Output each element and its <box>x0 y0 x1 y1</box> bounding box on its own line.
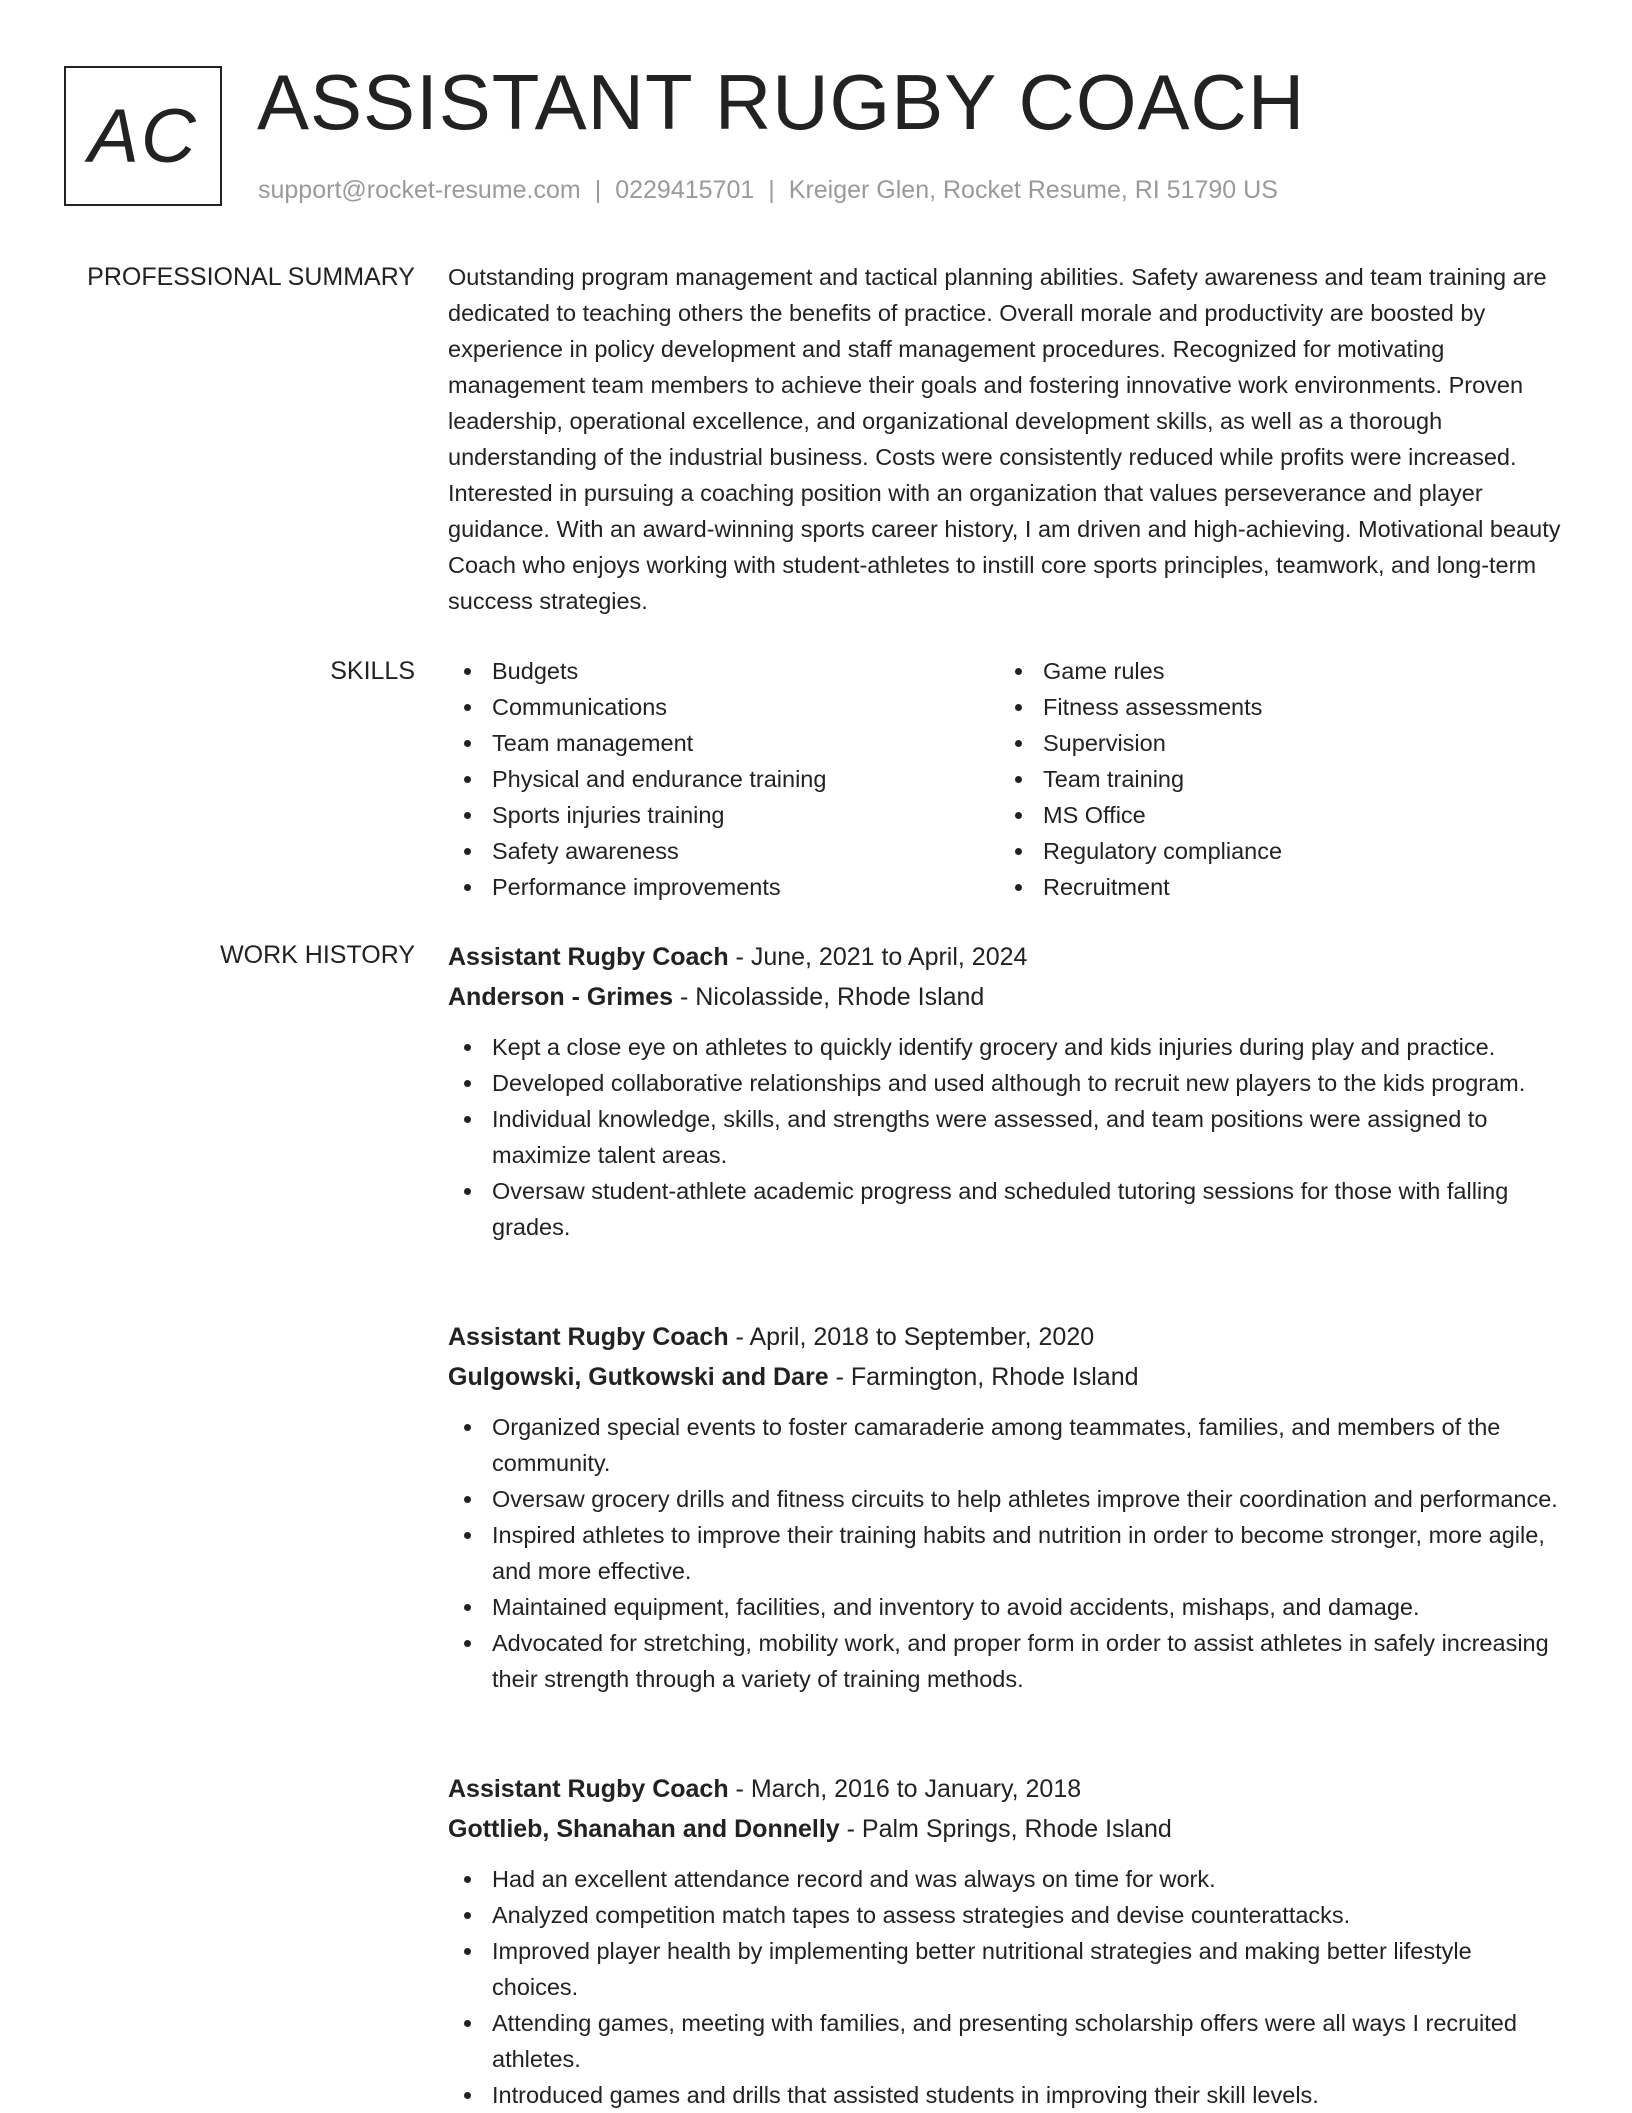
skill-item: Safety awareness <box>448 833 999 869</box>
skills-heading: SKILLS <box>330 657 415 685</box>
skill-item: Sports injuries training <box>448 797 999 833</box>
job-title: Assistant Rugby Coach <box>448 943 729 971</box>
job-company: Gottlieb, Shanahan and Donnelly <box>448 1815 840 1843</box>
skill-item: Supervision <box>999 725 1550 761</box>
contact-line <box>258 174 1278 206</box>
job-company: Anderson - Grimes <box>448 983 674 1011</box>
job-dates: - April, 2018 to September, 2020 <box>728 1323 1095 1351</box>
job-body <box>448 1769 1563 2113</box>
job-bullet: Had an excellent attendance record and was always on time for work. <box>448 1861 1563 1897</box>
skill-item: Performance improvements <box>448 869 999 905</box>
job-bullet: Individual knowledge, skills, and strengths were assessed, and team positions were assigned to maximize talent areas. <box>448 1101 1563 1173</box>
skill-item: Physical and endurance training <box>448 761 999 797</box>
resume-title: ASSISTANT RUGBY COACH <box>257 58 1306 146</box>
job-company: Gulgowski, Gutkowski and Dare <box>448 1363 829 1391</box>
skills-list-left <box>448 653 999 905</box>
job-bullet: Attending games, meeting with families, and presenting scholarship offers were all ways I recruited athletes. <box>448 2005 1563 2077</box>
skill-item: Budgets <box>448 653 999 689</box>
job-location: - Farmington, Rhode Island <box>828 1363 1139 1391</box>
contact-email[interactable]: support@rocket-resume.com <box>258 176 581 204</box>
monogram-box <box>64 66 222 206</box>
job-bullet-list <box>448 1029 1563 1245</box>
contact-separator: | <box>768 176 775 204</box>
summary-text: Outstanding program management and tactical planning abilities. Safety awareness and team training are dedicated to teaching others the benefits of practice. Overall morale and productivity are boosted by experience in policy development and staff management procedures. Recognized for motivating management team members to achieve their goals and fostering innovative work environments. Proven leadership, operational excellence, and organizational development skills, as well as a thorough understanding of the industrial business. Costs were consistently reduced while profits were increased. Interested in pursuing a coaching position with an organization that values perseverance and player guidance. With an award-winning sports career history, I am driven and high-achieving. Motivational beauty Coach who enjoys working with student-athletes to instill core sports principles, teamwork, and long-term success strategies. <box>448 264 1561 614</box>
job-bullet: Organized special events to foster camaraderie among teammates, families, and members of the community. <box>448 1409 1563 1481</box>
job-dates: - March, 2016 to January, 2018 <box>728 1775 1082 1803</box>
job-dates: - June, 2021 to April, 2024 <box>728 943 1028 971</box>
skill-item: Game rules <box>999 653 1550 689</box>
skill-item: MS Office <box>999 797 1550 833</box>
skill-item: Team training <box>999 761 1550 797</box>
job-bullet: Oversaw student-athlete academic progress and scheduled tutoring sessions for those with falling grades. <box>448 1173 1563 1245</box>
skill-item: Recruitment <box>999 869 1550 905</box>
skill-item: Communications <box>448 689 999 725</box>
job-bullet: Inspired athletes to improve their training habits and nutrition in order to become stronger, more agile, and more effective. <box>448 1517 1563 1589</box>
job-bullet-list <box>448 1861 1563 2113</box>
job-location: - Nicolasside, Rhode Island <box>673 983 985 1011</box>
job-title-line <box>448 937 1563 977</box>
skill-item: Fitness assessments <box>999 689 1550 725</box>
job-location: - Palm Springs, Rhode Island <box>839 1815 1172 1843</box>
work-history-heading: WORK HISTORY <box>220 941 415 969</box>
job-bullet: Kept a close eye on athletes to quickly identify grocery and kids injuries during play and practice. <box>448 1029 1563 1065</box>
job-title-line <box>448 1769 1563 1809</box>
job-company-line <box>448 1809 1563 1849</box>
skill-item: Team management <box>448 725 999 761</box>
contact-address: Kreiger Glen, Rocket Resume, RI 51790 US <box>788 176 1278 204</box>
job-company-line <box>448 1357 1563 1397</box>
job-title: Assistant Rugby Coach <box>448 1323 729 1351</box>
job-bullet: Introduced games and drills that assisted students in improving their skill levels. <box>448 2077 1563 2113</box>
job-bullet: Oversaw grocery drills and fitness circuits to help athletes improve their coordination and performance. <box>448 1481 1563 1517</box>
contact-phone[interactable]: 0229415701 <box>615 176 755 204</box>
monogram-initials: AC <box>88 93 198 179</box>
job-bullet: Advocated for stretching, mobility work, and proper form in order to assist athletes in safely increasing their strength through a variety of training methods. <box>448 1625 1563 1697</box>
job-bullet: Developed collaborative relationships and used although to recruit new players to the kids program. <box>448 1065 1563 1101</box>
job-bullet: Improved player health by implementing better nutritional strategies and making better lifestyle choices. <box>448 1933 1563 2005</box>
skills-body <box>448 653 1563 905</box>
job-title-line <box>448 1317 1563 1357</box>
summary-heading: PROFESSIONAL SUMMARY <box>87 263 415 291</box>
job-title: Assistant Rugby Coach <box>448 1775 729 1803</box>
job-bullet: Maintained equipment, facilities, and inventory to avoid accidents, mishaps, and damage. <box>448 1589 1563 1625</box>
job-bullet: Analyzed competition match tapes to assess strategies and devise counterattacks. <box>448 1897 1563 1933</box>
skill-item: Regulatory compliance <box>999 833 1550 869</box>
contact-separator: | <box>594 176 602 204</box>
job-company-line <box>448 977 1563 1017</box>
job-bullet-list <box>448 1409 1563 1697</box>
job-body <box>448 937 1563 1245</box>
job-body <box>448 1317 1563 1697</box>
skills-grid <box>448 653 1563 905</box>
summary-body <box>448 259 1563 619</box>
skills-list-right <box>999 653 1550 905</box>
